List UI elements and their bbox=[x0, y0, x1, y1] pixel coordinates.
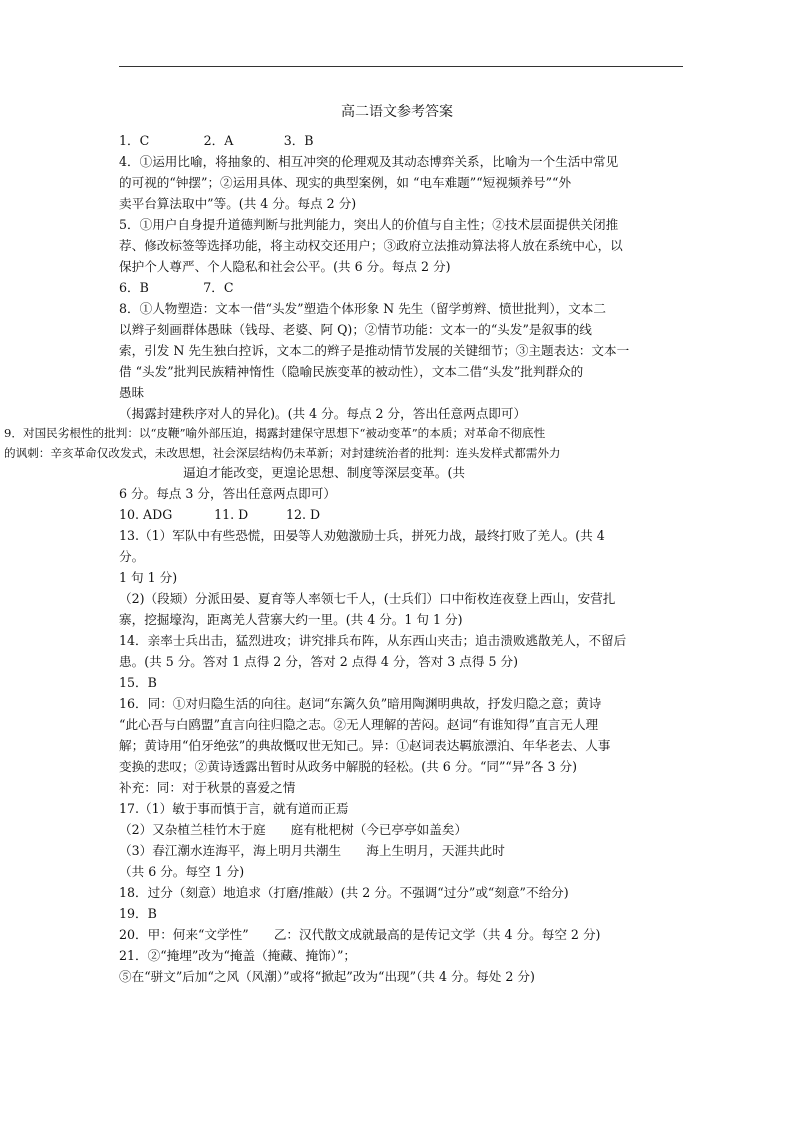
answer-line: 9．对国民劣根性的批判：以“皮鞭”喻外部压迫，揭露封建保守思想下“被动变革”的本质；对革命不彻底性 bbox=[4, 426, 546, 440]
answer-line: 以辫子刻画群体愚昧（钱母、老婆、阿 Q)；②情节功能：文本一的“头发”是叙事的线 bbox=[119, 322, 592, 337]
answer-line: （揭露封建秩序对人的异化)。(共 4 分。每点 2 分，答出任意两点即可） bbox=[119, 406, 527, 421]
answer-line: 寨，挖掘壕沟，距离羌人营寨大约一里。(共 4 分。1 句 1 分) bbox=[119, 612, 463, 627]
answer-line: 17.（1）敏于事而慎于言，就有道而正焉 bbox=[119, 801, 349, 816]
answer-line: 14．亲率士兵出击，猛烈进攻；讲究排兵布阵，从东西山夹击；追击溃败逃散羌人，不留后 bbox=[119, 633, 627, 648]
answer-line: 13.（1）军队中有些恐慌，田晏等人劝勉激励士兵，拼死力战，最终打败了羌人。(共 4 bbox=[119, 528, 605, 543]
answer-line: 6 分。每点 3 分，答出任意两点即可） bbox=[119, 486, 336, 501]
answer-line: 18．过分（刻意）地追求（打磨/推敲）(共 2 分。不强调“过分”或“刻意”不给分) bbox=[119, 885, 569, 900]
answer-line: 4．①运用比喻，将抽象的、相互冲突的伦理观及其动态博弈关系，比喻为一个生活中常见 bbox=[119, 154, 619, 169]
answer-line: （共 6 分。每空 1 分) bbox=[119, 864, 245, 879]
answer-line: 愚昧 bbox=[119, 385, 145, 400]
answer-line: 补充：同：对于秋景的喜爱之情 bbox=[119, 780, 296, 795]
answer-line: 分。 bbox=[119, 549, 145, 564]
answer-line: （2）又杂植兰桂竹木于庭 庭有枇杷树（今已亭亭如盖矣） bbox=[119, 822, 468, 837]
answer-line: 10. ADG 11. D 12. D bbox=[119, 507, 321, 522]
answer-line: 逼迫才能改变，更遑论思想、制度等深层变革。(共 bbox=[183, 465, 465, 480]
answer-line: 8．①人物塑造：文本一借“头发”塑造个体形象 N 先生（留学剪辫、愤世批判），文本二 bbox=[119, 301, 606, 316]
answer-line: ⑤在“骈文”后加“之风（风潮）”或将“掀起”改为“出现”（共 4 分。每处 2 分) bbox=[119, 969, 535, 984]
answer-line: 16．同：①对归隐生活的向往。赵词“东篱久负”暗用陶渊明典故，抒发归隐之意；黄诗 bbox=[119, 696, 602, 711]
answer-line: 解；黄诗用“伯牙绝弦”的典故慨叹世无知己。异：①赵词表达羁旅漂泊、年华老去、人事 bbox=[119, 738, 611, 753]
answer-line: 借 “头发”批判民族精神惰性（隐喻民族变革的被动性），文本二借“头发”批判群众的 bbox=[119, 364, 584, 379]
answer-line: 卖平台算法取中”等。(共 4 分。每点 2 分) bbox=[119, 196, 357, 211]
answer-line: 索，引发 N 先生独白控诉，文本二的辫子是推动情节发展的关键细节；③主题表达：文本一 bbox=[119, 343, 630, 358]
answer-line: 15．B bbox=[119, 675, 157, 690]
answer-line: 1．C 2．A 3．B bbox=[119, 133, 314, 148]
answer-line: “此心吾与白鸥盟”直言向往归隐之志。②无人理解的苦闷。赵词“有谁知得”直言无人理 bbox=[119, 717, 599, 732]
answer-line: 20．甲：何来“文学性” 乙：汉代散文成就最高的是传记文学（共 4 分。每空 2 分) bbox=[119, 927, 601, 942]
answer-line: 的讽刺：辛亥革命仅改发式，未改思想，社会深层结构仍未革新；对封建统治者的批判：连头发样式都需外力 bbox=[4, 446, 561, 460]
answer-line: 的可视的“钟摆”；②运用具体、现实的典型案例，如 “电车难题”“短视频养号”“外 bbox=[119, 175, 572, 190]
answer-line: 变换的悲叹；②黄诗透露出暂时从政务中解脱的轻松。(共 6 分。“同”“异”各 3 分) bbox=[119, 759, 578, 774]
answer-line: 19．B bbox=[119, 906, 157, 921]
answer-line: 患。(共 5 分。答对 1 点得 2 分，答对 2 点得 4 分，答对 3 点得 5 分) bbox=[119, 654, 519, 669]
answer-line: （2)（段颎）分派田晏、夏育等人率领七千人，(士兵们）口中衔枚连夜登上西山，安营扎 bbox=[119, 591, 616, 606]
answer-line: 5．①用户自身提升道德判断与批判能力，突出人的价值与自主性；②技术层面提供关闭推 bbox=[119, 217, 619, 232]
header-rule bbox=[119, 66, 683, 67]
answer-line: 6．B 7．C bbox=[119, 280, 234, 295]
answer-line: （3）春江潮水连海平，海上明月共潮生 海上生明月，天涯共此时 bbox=[119, 843, 505, 858]
answer-line: 保护个人尊严、个人隐私和社会公平。(共 6 分。每点 2 分) bbox=[119, 259, 451, 274]
page-title: 高二语文参考答案 bbox=[341, 104, 453, 120]
answer-line: 荐、修改标签等选择功能，将主动权交还用户；③政府立法推动算法将人放在系统中心，以 bbox=[119, 238, 623, 253]
answer-line: 21．②“掩埋”改为“掩盖（掩藏、掩饰）”； bbox=[119, 948, 356, 963]
answer-line: 1 句 1 分) bbox=[119, 570, 178, 585]
